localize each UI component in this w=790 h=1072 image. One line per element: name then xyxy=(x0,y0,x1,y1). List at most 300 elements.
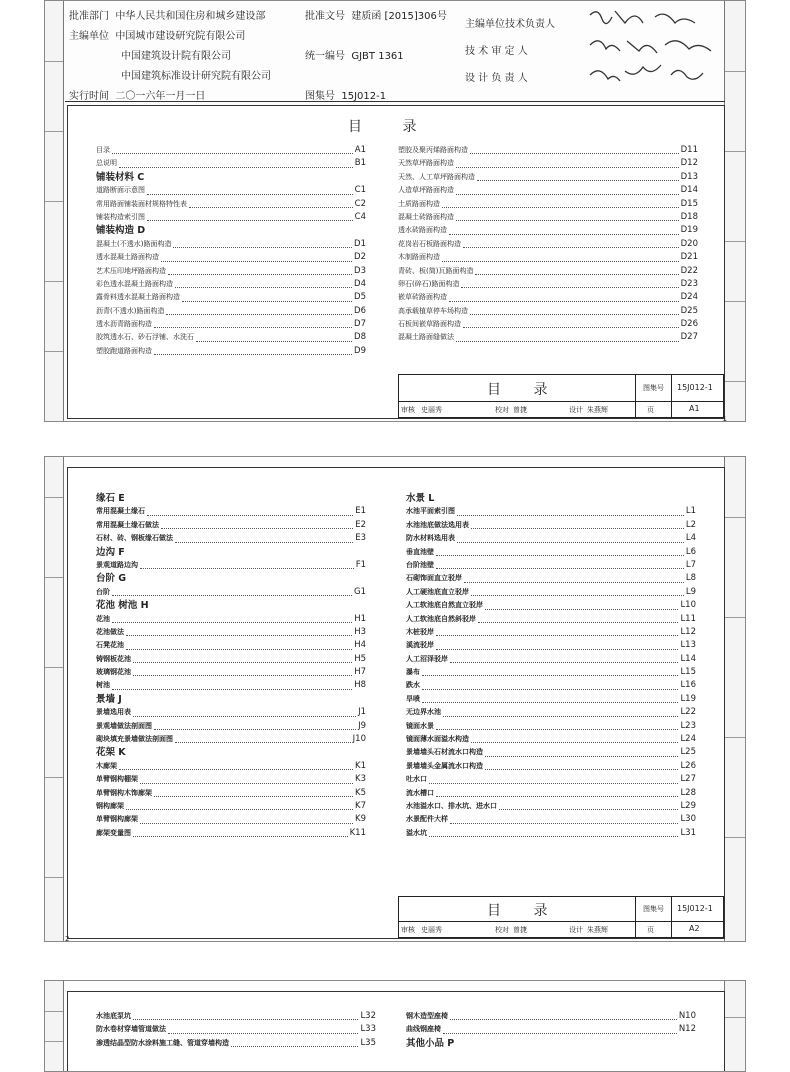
toc-entry xyxy=(96,331,366,344)
leader-dots xyxy=(485,756,678,757)
toc-entry-code: H7 xyxy=(354,667,366,678)
toc-entry xyxy=(406,586,696,599)
unified-no: GJBT 1361 xyxy=(351,51,404,62)
toc-entry-title: 台阶 G xyxy=(96,573,127,585)
page-2 xyxy=(44,456,746,942)
toc-entry xyxy=(406,813,696,826)
toc-entry xyxy=(406,1023,696,1036)
toc-entry-title: 景墙 J xyxy=(96,693,122,705)
toc-entry xyxy=(96,1010,376,1023)
toc-entry xyxy=(398,291,698,304)
leader-dots xyxy=(449,234,679,235)
toc-entry-title: 防水卷材穿墙管道做法 xyxy=(96,1025,166,1034)
toc-entry-title: 溪流驳岸 xyxy=(406,641,434,650)
toc-entry-code: L12 xyxy=(680,626,696,637)
toc-entry-code: A1 xyxy=(354,144,366,155)
toc-entry-code: L24 xyxy=(680,734,696,745)
toc-entry xyxy=(406,746,696,759)
toc-entry xyxy=(96,157,366,170)
toc-entry-code: D4 xyxy=(354,278,366,289)
toc-entry-title: 花池 xyxy=(96,614,110,623)
toc-entry-title: 花岗岩石板路面构造 xyxy=(398,239,461,248)
design-label: 设计 xyxy=(569,406,583,414)
toc-entry-title: 透水沥青路面构造 xyxy=(96,320,152,329)
toc-entry xyxy=(96,626,366,639)
toc-section-heading xyxy=(96,693,366,706)
toc-entry-code: L22 xyxy=(680,707,696,718)
approve-doc-label: 批准文号 xyxy=(305,11,345,22)
toc-entry xyxy=(96,184,366,197)
toc-section-heading xyxy=(96,572,366,585)
toc-entry-title: 景墙墙头石材流水口构造 xyxy=(406,748,483,757)
toc-entry-code: K1 xyxy=(355,760,366,771)
toc-entry-title: 嵌草砖路面构造 xyxy=(398,293,447,302)
toc-entry-code: D1 xyxy=(354,238,366,249)
leader-dots xyxy=(126,649,352,650)
toc-entry-title: 景墙选用表 xyxy=(96,708,131,717)
leader-dots xyxy=(429,836,678,837)
toc-entry-code: D18 xyxy=(680,211,698,222)
leader-dots xyxy=(112,153,353,154)
toc-entry-title: 铺装材料 C xyxy=(96,171,145,183)
review-label: 审核 xyxy=(401,406,415,414)
leader-dots xyxy=(126,809,353,810)
toc-section-heading xyxy=(406,492,696,505)
toc-entry-title: 混凝土砖路面构造 xyxy=(398,212,454,221)
toc-entry-code: D13 xyxy=(680,171,698,182)
title-block-1 xyxy=(398,374,724,418)
toc-entry xyxy=(96,345,366,358)
toc-entry-code: L4 xyxy=(685,533,696,544)
approve-doc: 建质函 [2015]306号 xyxy=(351,11,447,22)
role-design-lead: 设 计 负 责 人 xyxy=(465,73,528,84)
leader-dots xyxy=(463,327,679,328)
toc-entry xyxy=(406,773,696,786)
editor-1: 中国城市建设研究院有限公司 xyxy=(115,31,246,42)
toc-entry-code: D12 xyxy=(680,158,698,169)
atlas-label: 图集号 xyxy=(643,384,664,392)
toc-entry-code: D7 xyxy=(354,319,366,330)
toc-entry-title: 曲线钢座椅 xyxy=(406,1025,441,1034)
toc-entry-title: 水池溢水口、排水坑、进水口 xyxy=(406,801,497,810)
toc-entry-title: 跌水 xyxy=(406,681,420,690)
leader-dots xyxy=(112,689,352,690)
toc-entry-code: D9 xyxy=(354,345,366,356)
leader-dots xyxy=(456,194,679,195)
leader-dots xyxy=(133,675,352,676)
leader-dots xyxy=(133,662,352,663)
page-label: 页 xyxy=(647,926,654,934)
toc-entry xyxy=(96,760,366,773)
leader-dots xyxy=(485,769,678,770)
toc-entry xyxy=(406,505,696,518)
toc-entry xyxy=(96,198,366,211)
toc-entry-title: 常用路面铺装面材规格特性表 xyxy=(96,199,187,208)
toc-entry xyxy=(96,278,366,291)
toc-entry-title: 石凳花池 xyxy=(96,641,124,650)
toc-entry xyxy=(406,666,696,679)
toc-entry-code: K11 xyxy=(349,827,366,838)
leader-dots xyxy=(449,301,679,302)
right-binding-strip xyxy=(724,457,745,941)
leader-dots xyxy=(231,1046,358,1047)
toc-entry-title: 玻璃钢花池 xyxy=(96,668,131,677)
toc-entry xyxy=(406,760,696,773)
toc-entry-code: C4 xyxy=(354,211,366,222)
toc-entry-code: D27 xyxy=(680,332,698,343)
toc-entry xyxy=(96,559,366,572)
toc-entry-title: 水池底泵坑 xyxy=(96,1011,131,1020)
check-label: 校对 xyxy=(495,926,509,934)
leader-dots xyxy=(173,247,352,248)
leader-dots xyxy=(470,153,679,154)
toc-entry-title: 无边界水池 xyxy=(406,708,441,717)
leader-dots xyxy=(175,542,353,543)
toc-entry-title: 胶筑透水石、砂石浮铺、水洗石 xyxy=(96,333,194,342)
leader-dots xyxy=(168,1033,358,1034)
toc-entry xyxy=(406,787,696,800)
toc-entry-title: 透水砖路面构造 xyxy=(398,226,447,235)
toc-entry-title: 露骨料透水混凝土路面构造 xyxy=(96,293,180,302)
leader-dots xyxy=(154,327,352,328)
toc-entry-title: 木桩驳岸 xyxy=(406,627,434,636)
toc-entry-title: 单臂钢构木饰廊架 xyxy=(96,788,152,797)
approval-header xyxy=(65,1,725,102)
toc-entry-title: 防水材料选用表 xyxy=(406,534,455,543)
toc-entry-title: 水景配件大样 xyxy=(406,815,448,824)
designer: 朱燕辉 xyxy=(587,926,608,934)
toc-entry-code: K7 xyxy=(355,800,366,811)
toc-entry-title: 流水槽口 xyxy=(406,788,434,797)
toc-left-column xyxy=(96,1010,376,1050)
unified-no-label: 统一编号 xyxy=(305,51,345,62)
impl-date: 二〇一六年一月一日 xyxy=(115,91,206,102)
toc-entry xyxy=(406,679,696,692)
leader-dots xyxy=(133,836,348,837)
leader-dots xyxy=(154,796,353,797)
checker: 曾捷 xyxy=(513,926,527,934)
toc-entry-title: 台阶池壁 xyxy=(406,560,434,569)
toc-entry xyxy=(96,720,366,733)
atlas-value: 15J012-1 xyxy=(677,904,713,913)
toc-entry-title: 花池做法 xyxy=(96,627,124,636)
toc-entry-code: L10 xyxy=(680,600,696,611)
leader-dots xyxy=(457,542,684,543)
page-label: 页 xyxy=(647,406,654,414)
toc-section-heading xyxy=(406,1037,696,1050)
toc-entry-title: 渗透结晶型防水涂料施工缝、管道穿墙构造 xyxy=(96,1038,229,1047)
leader-dots xyxy=(175,742,351,743)
toc-entry xyxy=(96,679,366,692)
toc-entry-title: 铺装构造索引图 xyxy=(96,212,145,221)
toc-entry xyxy=(96,827,366,840)
left-binding-strip xyxy=(45,1,64,421)
contents-frame-1 xyxy=(67,105,725,419)
toc-entry-code: G1 xyxy=(354,586,366,597)
leader-dots xyxy=(189,207,353,208)
toc-entry xyxy=(406,572,696,585)
toc-entry-code: B1 xyxy=(354,158,366,169)
toc-entry-code: H8 xyxy=(354,680,366,691)
toc-entry-code: F1 xyxy=(355,559,366,570)
toc-entry xyxy=(406,800,696,813)
toc-entry-title: 缘石 E xyxy=(96,492,125,504)
reviewer: 史丽秀 xyxy=(421,926,442,934)
toc-entry-code: D6 xyxy=(354,305,366,316)
toc-entry-title: 天然、人工草坪路面构造 xyxy=(398,172,475,181)
contents-frame-3 xyxy=(67,991,725,1072)
leader-dots xyxy=(196,341,352,342)
leader-dots xyxy=(464,582,684,583)
toc-entry-code: H3 xyxy=(354,626,366,637)
toc-entry xyxy=(398,305,698,318)
toc-entry-title: 钢构廊架 xyxy=(96,801,124,810)
toc-entry-code: J1 xyxy=(358,707,366,718)
leader-dots xyxy=(471,528,684,529)
contents-frame-2 xyxy=(67,467,725,939)
toc-right-column xyxy=(398,144,698,345)
designer: 朱燕辉 xyxy=(587,406,608,414)
toc-entry xyxy=(398,331,698,344)
toc-entry-code: L6 xyxy=(685,546,696,557)
toc-entry-title: 单臂钢构棚架 xyxy=(96,775,138,784)
toc-entry xyxy=(96,666,366,679)
toc-entry xyxy=(406,532,696,545)
leader-dots xyxy=(140,783,353,784)
toc-entry-code: N12 xyxy=(678,1024,696,1035)
atlas-no-label: 图集号 xyxy=(305,91,335,102)
toc-entry-code: L28 xyxy=(680,787,696,798)
leader-dots xyxy=(499,809,678,810)
leader-dots xyxy=(112,595,352,596)
leader-dots xyxy=(140,823,353,824)
toc-entry-title: 人工沼泽驳岸 xyxy=(406,654,448,663)
toc-entry-code: L31 xyxy=(680,827,696,838)
toc-entry-title: 景墙墙头金属流水口构造 xyxy=(406,761,483,770)
atlas-value: 15J012-1 xyxy=(677,383,713,392)
toc-entry-title: 石砌饰面直立驳岸 xyxy=(406,574,462,583)
toc-entry xyxy=(406,1010,696,1023)
leader-dots xyxy=(463,247,679,248)
leader-dots xyxy=(442,261,679,262)
toc-entry xyxy=(398,224,698,237)
toc-entry-title: 镜面薄水面溢水构造 xyxy=(406,735,469,744)
leader-dots xyxy=(422,702,678,703)
leader-dots xyxy=(471,742,678,743)
toc-entry xyxy=(398,238,698,251)
leader-dots xyxy=(457,515,684,516)
leader-dots xyxy=(475,274,678,275)
toc-entry-title: 石板间嵌草路面构造 xyxy=(398,320,461,329)
toc-entry-title: 垂直池壁 xyxy=(406,547,434,556)
leader-dots xyxy=(436,649,678,650)
toc-entry-code: H1 xyxy=(354,613,366,624)
toc-entry xyxy=(96,586,366,599)
toc-entry-title: 塑胶跑道路面构造 xyxy=(96,346,152,355)
toc-entry-title: 砌块填充景墙做法剖面图 xyxy=(96,735,173,744)
toc-section-heading xyxy=(96,599,366,612)
toc-entry-code: C1 xyxy=(354,185,366,196)
leader-dots xyxy=(140,568,354,569)
title-block-2 xyxy=(398,896,724,938)
toc-entry-title: 彩色透水混凝土路面构造 xyxy=(96,279,173,288)
role-tech-lead: 主编单位技术负责人 xyxy=(465,19,555,30)
leader-dots xyxy=(456,220,679,221)
impl-date-label: 实行时间 xyxy=(69,91,109,102)
leader-dots xyxy=(450,823,678,824)
toc-entry xyxy=(96,505,366,518)
toc-entry-code: L15 xyxy=(680,667,696,678)
toc-entry xyxy=(96,1023,376,1036)
toc-entry-title: 土质路面构造 xyxy=(398,199,440,208)
leader-dots xyxy=(477,180,679,181)
toc-entry-code: J9 xyxy=(358,720,366,731)
toc-entry-title: 常用混凝土缘石做法 xyxy=(96,520,159,529)
leader-dots xyxy=(161,528,353,529)
leader-dots xyxy=(436,635,678,636)
toc-entry-title: 钢木造型座椅 xyxy=(406,1011,448,1020)
toc-entry-code: L8 xyxy=(685,573,696,584)
leader-dots xyxy=(422,675,678,676)
toc-entry-code: L1 xyxy=(685,506,696,517)
toc-entry-title: 目录 xyxy=(96,145,110,154)
toc-entry xyxy=(398,211,698,224)
toc-entry-title: 艺术压印地坪路面构造 xyxy=(96,266,166,275)
toc-entry-code: D15 xyxy=(680,198,698,209)
toc-entry-title: 铺装构造 D xyxy=(96,225,146,237)
toc-entry-title: 沥青(不透水)路面构造 xyxy=(96,306,165,315)
toc-entry-title: 旱喷 xyxy=(406,694,420,703)
toc-entry-title: 水景 L xyxy=(406,492,435,504)
checker: 曾捷 xyxy=(513,406,527,414)
editor-label: 主编单位 xyxy=(69,31,109,42)
toc-entry-code: C2 xyxy=(354,198,366,209)
toc-entry-code: D26 xyxy=(680,319,698,330)
leader-dots xyxy=(485,609,678,610)
toc-entry-code: L29 xyxy=(680,800,696,811)
toc-entry xyxy=(398,318,698,331)
toc-entry xyxy=(96,318,366,331)
atlas-no: 15J012-1 xyxy=(341,91,387,102)
leader-dots xyxy=(168,274,352,275)
toc-entry-title: 人工软池底自然直立驳岸 xyxy=(406,601,483,610)
toc-entry-title: 水池池底做法选用表 xyxy=(406,520,469,529)
toc-entry-code: E3 xyxy=(355,533,366,544)
leader-dots xyxy=(154,354,352,355)
check-label: 校对 xyxy=(495,406,509,414)
review-label: 审核 xyxy=(401,926,415,934)
toc-entry-title: 塑胶及聚丙烯路面构造 xyxy=(398,145,468,154)
toc-entry-code: L2 xyxy=(685,519,696,530)
toc-entry xyxy=(96,238,366,251)
leader-dots xyxy=(422,689,678,690)
toc-entry xyxy=(96,706,366,719)
toc-entry-code: H5 xyxy=(354,653,366,664)
leader-dots xyxy=(436,555,684,556)
toc-entry xyxy=(96,787,366,800)
toc-entry xyxy=(406,639,696,652)
leader-dots xyxy=(456,167,679,168)
leader-dots xyxy=(147,515,353,516)
toc-entry-title: 常用混凝土缘石 xyxy=(96,507,145,516)
toc-entry xyxy=(406,733,696,746)
toc-entry-code: L19 xyxy=(680,693,696,704)
leader-dots xyxy=(147,220,353,221)
toc-entry xyxy=(96,639,366,652)
toc-entry-title: 溢水坑 xyxy=(406,828,427,837)
toc-section-heading xyxy=(96,171,366,184)
toc-entry-code: K3 xyxy=(355,774,366,785)
left-binding-strip xyxy=(45,457,64,941)
toc-entry xyxy=(398,157,698,170)
toc-entry-code: D2 xyxy=(354,252,366,263)
leader-dots xyxy=(443,716,678,717)
toc-entry xyxy=(406,599,696,612)
leader-dots xyxy=(436,568,684,569)
toc-entry-code: D3 xyxy=(354,265,366,276)
toc-entry-title: 镜面水景 xyxy=(406,721,434,730)
toc-entry-title: 高承载植草停车场构造 xyxy=(398,306,468,315)
toc-entry xyxy=(96,800,366,813)
toc-entry-title: 吐水口 xyxy=(406,775,427,784)
toc-entry-title: 透水混凝土路面构造 xyxy=(96,253,159,262)
toc-entry-title: 单臂钢构廊架 xyxy=(96,815,138,824)
leader-dots xyxy=(478,622,678,623)
toc-entry-code: L27 xyxy=(680,774,696,785)
leader-dots xyxy=(456,341,679,342)
leader-dots xyxy=(133,716,356,717)
toc-entry-title: 廊架变量图 xyxy=(96,828,131,837)
toc-entry-code: L32 xyxy=(360,1010,376,1021)
handwritten-signatures xyxy=(585,5,735,95)
toc-entry xyxy=(96,305,366,318)
editor-2: 中国建筑设计院有限公司 xyxy=(121,51,231,62)
title-block-title: 目 录 xyxy=(487,903,562,919)
approve-dept: 中华人民共和国住房和城乡建设部 xyxy=(115,11,266,22)
toc-entry-code: H4 xyxy=(354,640,366,651)
toc-entry xyxy=(96,211,366,224)
toc-entry-title: 瀑布 xyxy=(406,668,420,677)
leader-dots xyxy=(147,194,353,195)
toc-entry-code: E1 xyxy=(355,506,366,517)
toc-entry xyxy=(406,559,696,572)
toc-entry xyxy=(406,626,696,639)
toc-entry xyxy=(96,813,366,826)
toc-entry-code: K5 xyxy=(355,787,366,798)
toc-entry-title: 青砖、板(简)瓦路面构造 xyxy=(398,266,474,275)
toc-entry-title: 边沟 F xyxy=(96,546,125,558)
toc-entry xyxy=(398,144,698,157)
toc-section-heading xyxy=(96,546,366,559)
toc-entry-title: 总说明 xyxy=(96,159,117,168)
toc-entry xyxy=(96,291,366,304)
toc-entry-code: N10 xyxy=(678,1010,696,1021)
page-number-2: 2 xyxy=(65,935,70,942)
toc-entry-title: 卵石(碎石)路面构造 xyxy=(398,279,460,288)
leader-dots xyxy=(154,729,356,730)
toc-entry-code: L35 xyxy=(360,1037,376,1048)
approve-dept-label: 批准部门 xyxy=(69,11,109,22)
toc-entry-code: D19 xyxy=(680,225,698,236)
toc-entry-code: D22 xyxy=(680,265,698,276)
leader-dots xyxy=(126,635,352,636)
leader-dots xyxy=(450,662,678,663)
left-binding-strip xyxy=(45,981,64,1071)
toc-entry-title: 花池 树池 H xyxy=(96,600,149,612)
leader-dots xyxy=(436,729,678,730)
toc-entry-title: 木廊架 xyxy=(96,761,117,770)
leader-dots xyxy=(133,1019,358,1020)
